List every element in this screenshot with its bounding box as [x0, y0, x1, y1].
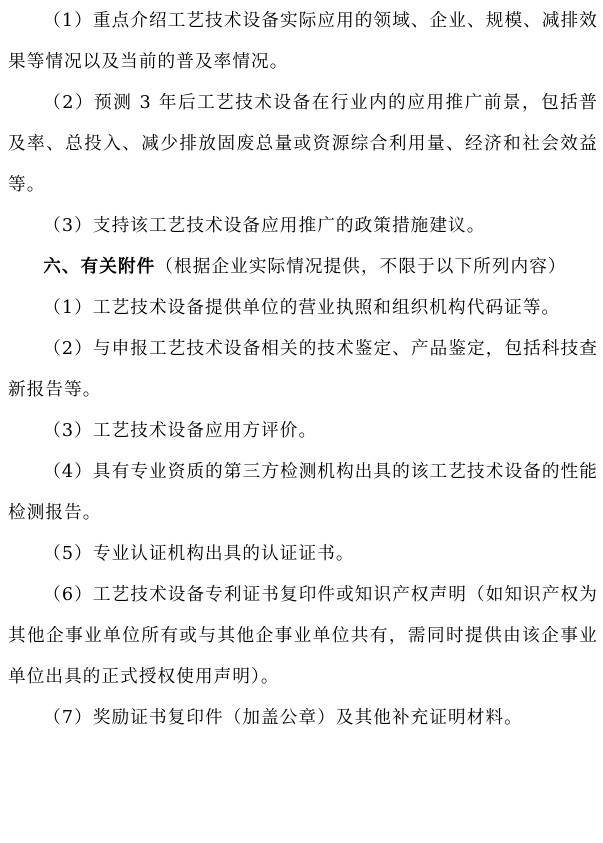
attachment-item-5: （5）专业认证机构出具的认证证书。 [43, 544, 355, 564]
attachment-item-4: （4）具有专业资质的第三方检测机构出具的该工艺技术设备的性能检测报告。 [8, 462, 598, 523]
document-page [8, 0, 598, 739]
paragraph-promotion-2: （2）预测 3 年后工艺技术设备在行业内的应用推广前景，包括普及率、总投入、减少排放固废总量或资源综合利用量、经济和社会效益等。 [8, 93, 598, 195]
paragraph-promotion-1: （1）重点介绍工艺技术设备实际应用的领域、企业、规模、减排效果等情况以及当前的普及率情况。 [8, 11, 598, 72]
attachment-item-7: （7）奖励证书复印件（加盖公章）及其他补充证明材料。 [43, 708, 523, 728]
section-6-paragraph [8, 247, 598, 288]
paragraph-promotion-3: （3）支持该工艺技术设备应用推广的政策措施建议。 [43, 216, 486, 236]
attachment-item-6: （6）工艺技术设备专利证书复印件或知识产权声明（如知识产权为其他企事业单位所有或与其他企事业单位共有，需同时提供由该企事业单位出具的正式授权使用声明）。 [8, 585, 598, 687]
section-6-note: （根据企业实际情况提供，不限于以下所列内容） [155, 257, 567, 277]
section-6-heading: 六、有关附件 [43, 257, 156, 277]
attachment-item-1: （1）工艺技术设备提供单位的营业执照和组织机构代码证等。 [43, 298, 561, 318]
attachment-item-2: （2）与申报工艺技术设备相关的技术鉴定、产品鉴定，包括科技查新报告等。 [8, 339, 598, 400]
attachment-item-3: （3）工艺技术设备应用方评价。 [43, 421, 318, 441]
